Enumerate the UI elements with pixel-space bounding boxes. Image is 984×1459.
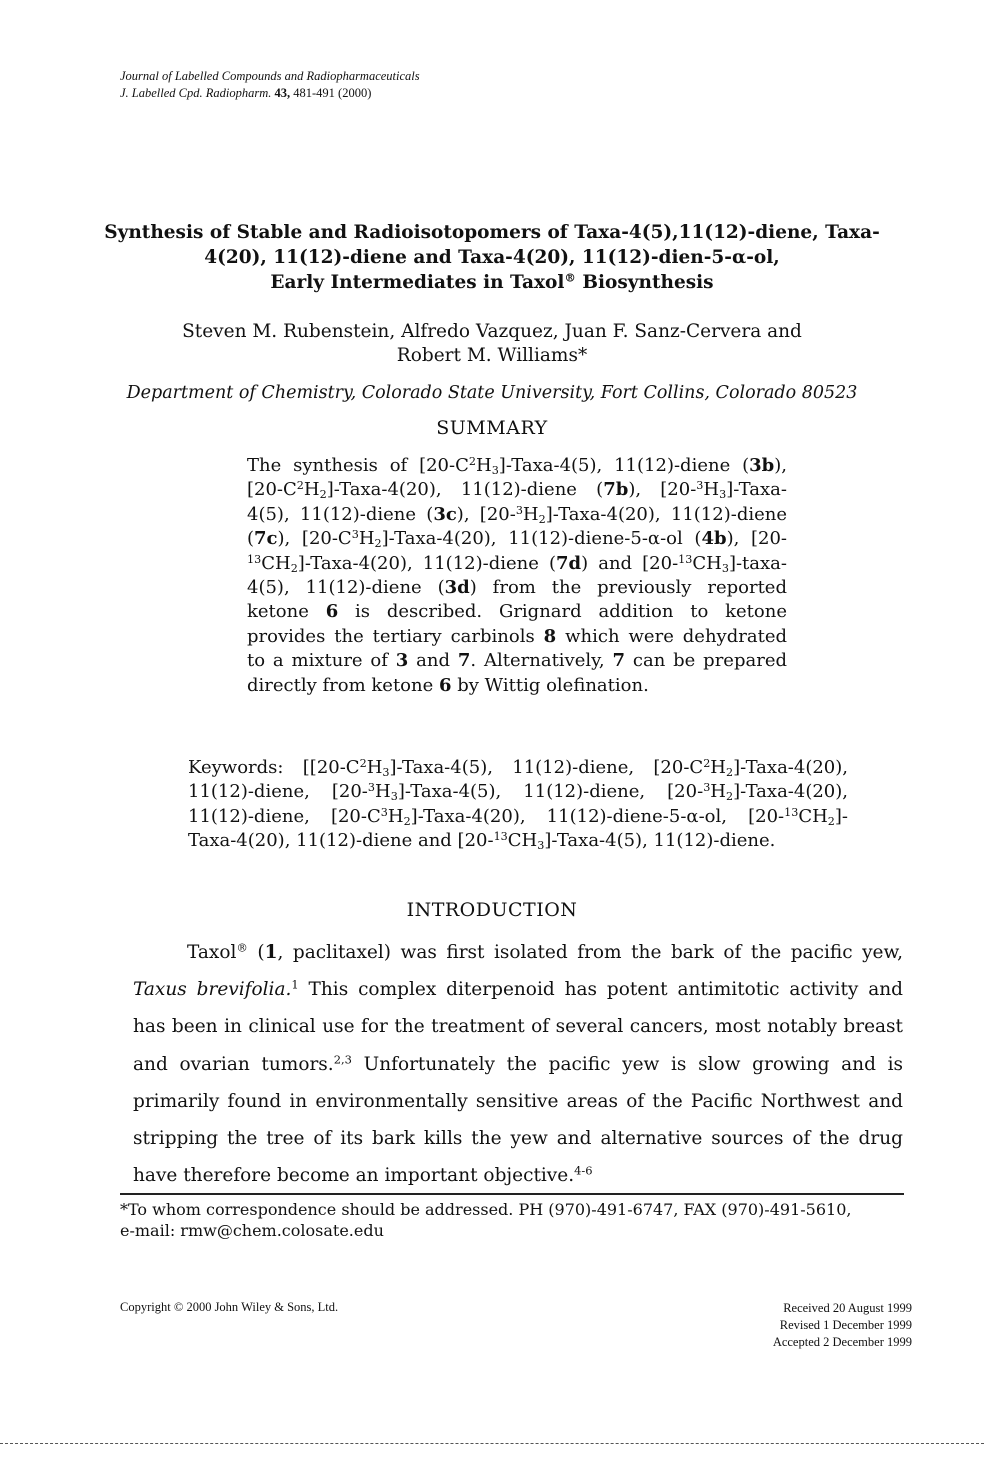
page-range: 481-491 (2000) [293,86,372,100]
journal-citation: J. Labelled Cpd. Radiopharm. 43, 481-491 (2000) [120,86,372,100]
revised-date: Revised 1 December 1999 [779,1318,912,1332]
footnote-rule [120,1193,904,1195]
article-title: Synthesis of Stable and Radioisotopomers of Taxa-4(5),11(12)-diene, Taxa- 4(20), 11(12)-diene and Taxa-4(20), 11(12)-dien-5-α-ol, Early Intermediates in Taxol® Biosynthesis [104,222,880,293]
accepted-date: Accepted 2 December 1999 [772,1335,912,1349]
journal-name: Journal of Labelled Compounds and Radiopharmaceuticals [120,69,420,83]
keywords: Keywords: [$[20-C^2H_3]-Taxa-4(5)$, 11(12)-diene, $[20-C^2H_2]-Taxa-4(20)$, 11(12)-diene, $[20-^3H_3]-Taxa-4(5)$, 11(12)-diene, $[20-^3H_2]-Taxa-4(20)$, 11(12)-diene, $[20-C^3H_2]-Taxa-4(20)$, 11(12)-diene-5-α-ol, $[20-^{13}CH_2]-Taxa-4(20)$, 11(12)-diene and $[20-^{13}CH_3]-Taxa-4(5)$, 11(12)-diene. [188,756,849,852]
correspondence-footnote: *To whom correspondence should be addressed. PH (970)-491-6747, FAX (970)-491-5610, e-mail: rmw@chem.colosate.edu [120,1200,852,1240]
introduction-text: Taxol® (1, paclitaxel) was first isolated from the bark of the pacific yew, Taxus brevifolia.$^1$ This complex diterpenoid has potent antimitotic activity and has been in clinical use for the treatment of several cancers, most notably breast and ovarian tumors.$^{2,3}$ Unfortunately the pacific yew is slow growing and is primarily found in environmentally sensitive areas of the Pacific Northwest and stripping the tree of its bark kills the yew and alternative sources of the drug have therefore become an important objective.$^{4-6}$ [133,940,903,1187]
article-dates [773,1300,912,1351]
affiliation: Department of Chemistry, Colorado State University, Fort Collins, Colorado 80523 [126,383,858,403]
copyright-notice: Copyright © 2000 John Wiley & Sons, Ltd. [120,1300,339,1314]
summary-heading: SUMMARY [436,417,548,439]
summary-text: The synthesis of $[20-C^2H_3]-Taxa-4(5)$, 11(12)-diene (3b), $[20-C^2H_2]-Taxa-4(20)$, 11(12)-diene (7b), $[20-^3H_3]-Taxa-4(5)$, 11(12)-diene (3c), $[20-^3H_2]-Taxa-4(20)$, 11(12)-diene (7c), $[20-C^3H_2]-Taxa-4(20)$, 11(12)-diene-5-α-ol (4b), $[20-^{13}CH_2]-Taxa-4(20)$, 11(12)-diene (7d) and $[20-^{13}CH_3]-taxa-4(5)$, 11(12)-diene (3d) from the previously reported ketone 6 is described. Grignard addition to ketone provides the tertiary carbinols 8 which were dehydrated to a mixture of 3 and 7. Alternatively, 7 can be prepared directly from ketone 6 by Wittig olefination. [247,454,787,696]
received-date: Received 20 August 1999 [783,1301,912,1315]
volume: 43, [274,86,291,100]
journal-header [120,68,420,102]
author-list: Steven M. Rubenstein, Alfredo Vazquez, Juan F. Sanz-Cervera and Robert M. Williams* [182,321,802,366]
introduction-heading: INTRODUCTION [406,899,578,921]
page-bottom-edge [0,1443,984,1444]
